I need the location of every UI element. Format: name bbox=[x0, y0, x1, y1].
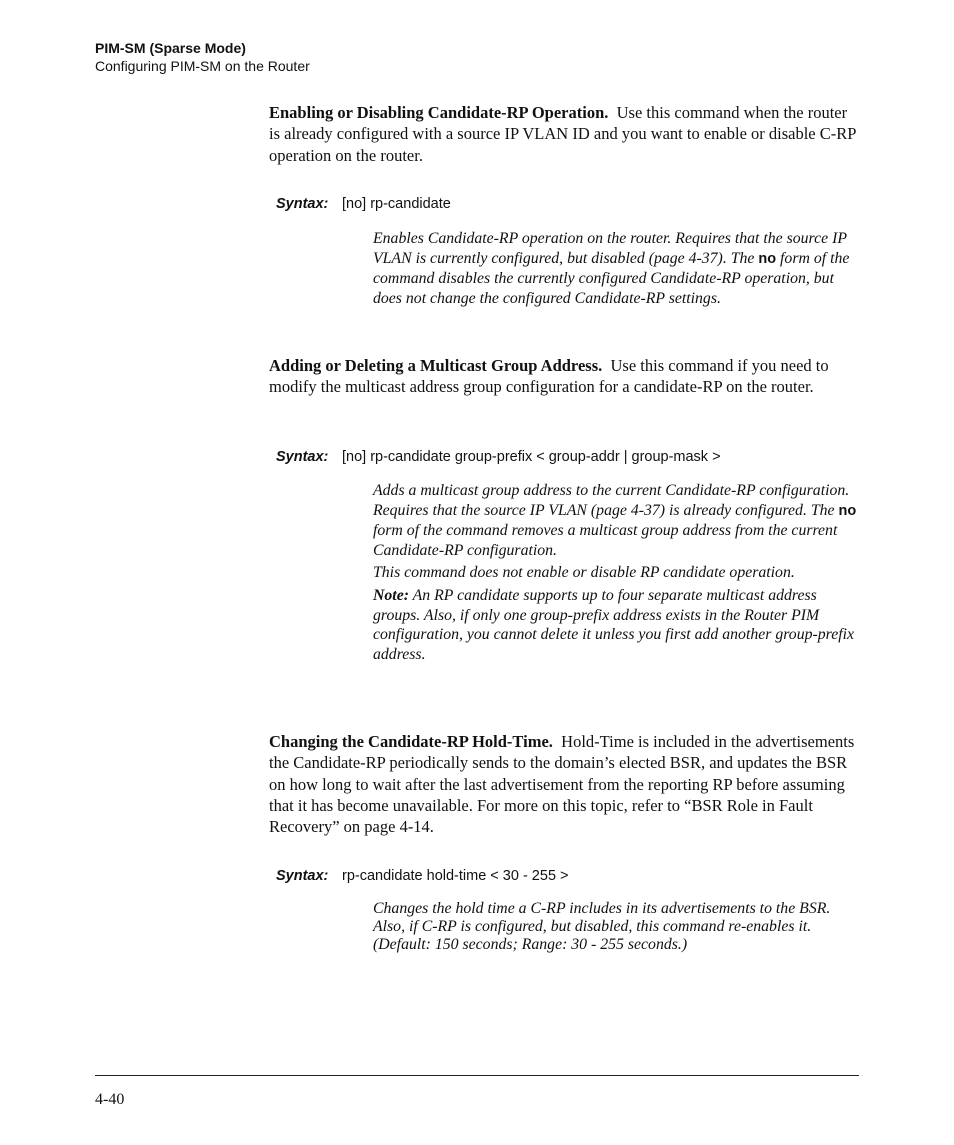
section-enable-crp-paragraph bbox=[269, 102, 861, 166]
section-body: Use this command when the router is already configured with a source IP VLAN ID and you want to enable or disable C-RP operation on the router. bbox=[269, 103, 856, 165]
footer-rule bbox=[95, 1075, 859, 1076]
command-description bbox=[373, 481, 858, 667]
description-paragraph: Changes the hold time a C-RP includes in its advertisements to the BSR. Also, if C-RP is configured, but disabled, this command re-enables it. bbox=[373, 900, 831, 935]
syntax-command: [no] rp-candidate group-prefix < group-addr | group-mask > bbox=[342, 449, 721, 465]
keyword-no: no bbox=[838, 502, 857, 519]
note-label: Note: bbox=[373, 586, 409, 604]
description-paragraph: This command does not enable or disable RP candidate operation. bbox=[373, 564, 795, 582]
description-text: Enables Candidate-RP operation on the router. Requires that the source IP VLAN is currently configured, but disabled (page 4-37). The bbox=[373, 230, 847, 267]
page-number: 4-40 bbox=[95, 1091, 125, 1108]
section-multicast-group-paragraph bbox=[269, 355, 861, 398]
section-heading: Enabling or Disabling Candidate-RP Operation. bbox=[269, 103, 609, 122]
syntax-line bbox=[276, 868, 569, 884]
section-hold-time-paragraph bbox=[269, 731, 861, 837]
running-header-chapter: PIM-SM (Sparse Mode) bbox=[95, 40, 246, 56]
section-body: Use this command if you need to modify the multicast address group configuration for a candidate-RP on the router. bbox=[269, 356, 829, 397]
description-text: Adds a multicast group address to the current Candidate-RP configuration. Requires that the source IP VLAN (page 4-37) is already configured. The bbox=[373, 482, 850, 519]
keyword-no: no bbox=[758, 250, 777, 267]
syntax-command: [no] rp-candidate bbox=[342, 196, 451, 212]
syntax-line bbox=[276, 196, 451, 212]
description-paragraph bbox=[373, 229, 858, 308]
description-paragraph bbox=[373, 481, 858, 560]
section-heading: Adding or Deleting a Multicast Group Address. bbox=[269, 356, 603, 375]
syntax-label: Syntax: bbox=[276, 196, 329, 212]
running-header-section: Configuring PIM-SM on the Router bbox=[95, 58, 310, 74]
note-paragraph bbox=[373, 586, 858, 664]
command-description bbox=[373, 229, 858, 311]
note-text: An RP candidate supports up to four separate multicast address groups. Also, if only one group-prefix address exists in the Router PIM configuration, you cannot delete it unless you first add another group-prefix address. bbox=[373, 586, 855, 663]
syntax-label: Syntax: bbox=[276, 449, 329, 465]
section-body: Hold-Time is included in the advertisements the Candidate-RP periodically sends to the domain’s elected BSR, and updates the BSR on how long to wait after the last advertisement from the reporting RP before assuming that it has become unavailable. For more on this topic, refer to “BSR Role in Fault Recovery” on page 4-14. bbox=[269, 732, 855, 837]
syntax-line bbox=[276, 449, 721, 465]
description-text: form of the command disables the currently configured Candidate-RP operation, but does not change the configured Candidate-RP settings. bbox=[373, 249, 850, 307]
syntax-label: Syntax: bbox=[276, 868, 329, 884]
default-range-paragraph: (Default: 150 seconds; Range: 30 - 255 seconds.) bbox=[373, 936, 688, 953]
description-text: form of the command removes a multicast group address from the current Candidate-RP configuration. bbox=[373, 522, 838, 559]
section-heading: Changing the Candidate-RP Hold-Time. bbox=[269, 732, 553, 751]
syntax-command: rp-candidate hold-time < 30 - 255 > bbox=[342, 868, 569, 884]
command-description bbox=[373, 900, 858, 954]
